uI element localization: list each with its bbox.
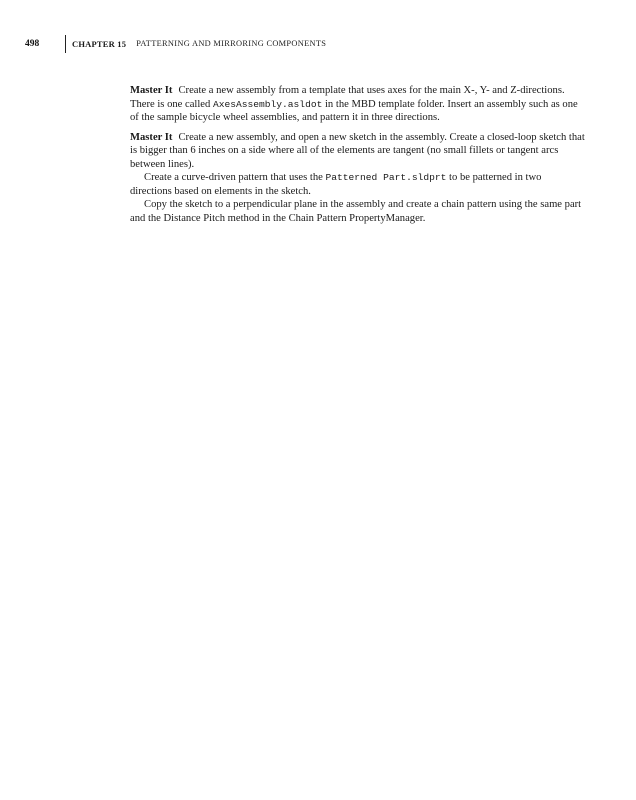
- header-divider: [65, 35, 66, 53]
- page-number: 498: [25, 39, 40, 49]
- body-text: Create a new assembly, and open a new sketch in the assembly. Create a closed-loop sketch that is bigger than 6 inches on a side where all of the elements are tangent (no small fillets or tangent arcs between lines).: [130, 131, 585, 170]
- body-text: to be patterned in two directions based on elements in the sketch.: [130, 172, 542, 197]
- chapter-title: PATTERNING AND MIRRORING COMPONENTS: [136, 39, 327, 48]
- exercise-paragraph: [130, 84, 585, 125]
- exercise-paragraph: [130, 198, 585, 225]
- exercise-lead: Master It: [130, 131, 173, 143]
- code-filename: Patterned Part.sldprt: [325, 172, 447, 183]
- code-filename: AxesAssembly.asldot: [212, 98, 323, 110]
- page-body: [130, 84, 585, 231]
- body-text: Create a new assembly from a template that uses axes for the main X-, Y- and Z-directions. There is one called: [130, 85, 565, 110]
- exercise-lead: Master It: [130, 85, 173, 96]
- running-header: [25, 35, 326, 53]
- body-text: Copy the sketch to a perpendicular plane in the assembly and create a chain pattern using the same part and the Distance Pitch method in the Chain Pattern PropertyManager.: [130, 199, 582, 224]
- body-text: Create a curve-driven pattern that uses the: [144, 172, 326, 183]
- exercise-1: [130, 84, 585, 125]
- chapter-label: CHAPTER 15: [72, 39, 127, 49]
- exercise-2: [130, 131, 585, 226]
- exercise-paragraph: [130, 131, 585, 172]
- body-text: in the MBD template folder. Insert an assembly such as one of the sample bicycle wheel assemblies, and pattern it in three directions.: [130, 98, 578, 123]
- exercise-paragraph: [130, 171, 585, 198]
